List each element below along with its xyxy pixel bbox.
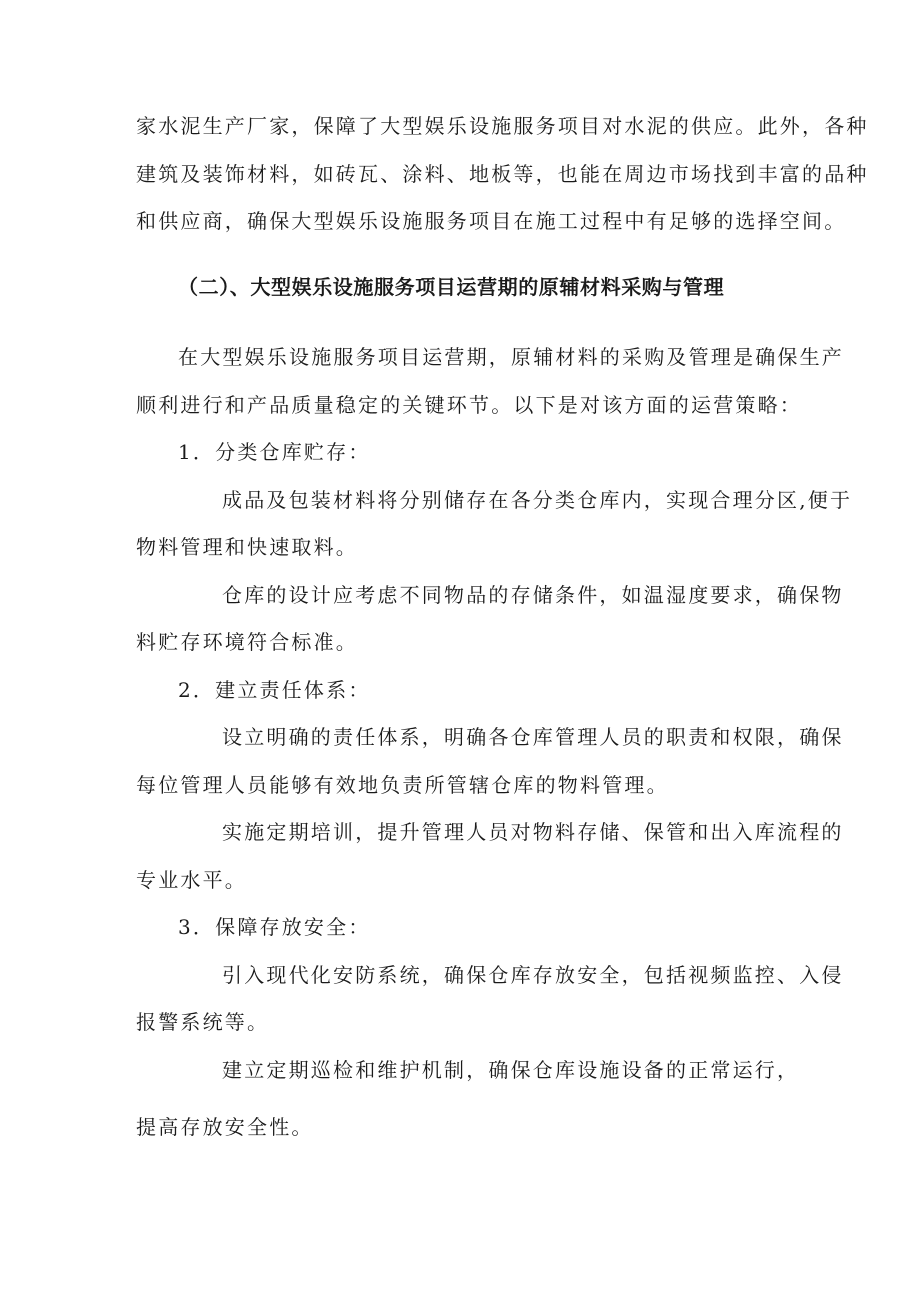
paragraph-line: 物料管理和快速取料。 [136, 535, 358, 559]
paragraph-line: 仓库的设计应考虑不同物品的存储条件，如温湿度要求，确保物 [222, 583, 844, 607]
list-item-title: 2．建立责任体系： [178, 678, 371, 702]
paragraph-line: 报警系统等。 [136, 1010, 270, 1034]
list-item-title: 1．分类仓库贮存： [178, 440, 371, 464]
section-heading: （二）、大型娱乐设施服务项目运营期的原辅材料采购与管理 [178, 275, 725, 299]
paragraph-line: 每位管理人员能够有效地负责所管辖仓库的物料管理。 [136, 773, 669, 797]
paragraph-line: 引入现代化安防系统，确保仓库存放安全，包括视频监控、入侵 [222, 963, 844, 987]
paragraph-line: 提高存放安全性。 [136, 1115, 314, 1139]
paragraph-line: 成品及包装材料将分别储存在各分类仓库内，实现合理分区,便于 [222, 488, 853, 512]
paragraph-line: 料贮存环境符合标准。 [136, 630, 358, 654]
paragraph-line: 设立明确的责任体系，明确各仓库管理人员的职责和权限，确保 [222, 725, 844, 749]
paragraph-line: 家水泥生产厂家，保障了大型娱乐设施服务项目对水泥的供应。此外，各种 [136, 114, 869, 138]
paragraph-line: 实施定期培训，提升管理人员对物料存储、保管和出入库流程的 [222, 820, 844, 844]
paragraph-line: 建立定期巡检和维护机制，确保仓库设施设备的正常运行， [222, 1058, 800, 1082]
list-item-title: 3．保障存放安全： [178, 915, 371, 939]
paragraph-line: 建筑及装饰材料，如砖瓦、涂料、地板等，也能在周边市场找到丰富的品种 [136, 162, 869, 186]
paragraph-line: 在大型娱乐设施服务项目运营期，原辅材料的采购及管理是确保生产 [178, 345, 844, 369]
paragraph-line: 和供应商，确保大型娱乐设施服务项目在施工过程中有足够的选择空间。 [136, 209, 847, 233]
paragraph-line: 专业水平。 [136, 868, 247, 892]
paragraph-line: 顺利进行和产品质量稳定的关键环节。以下是对该方面的运营策略： [136, 393, 802, 417]
